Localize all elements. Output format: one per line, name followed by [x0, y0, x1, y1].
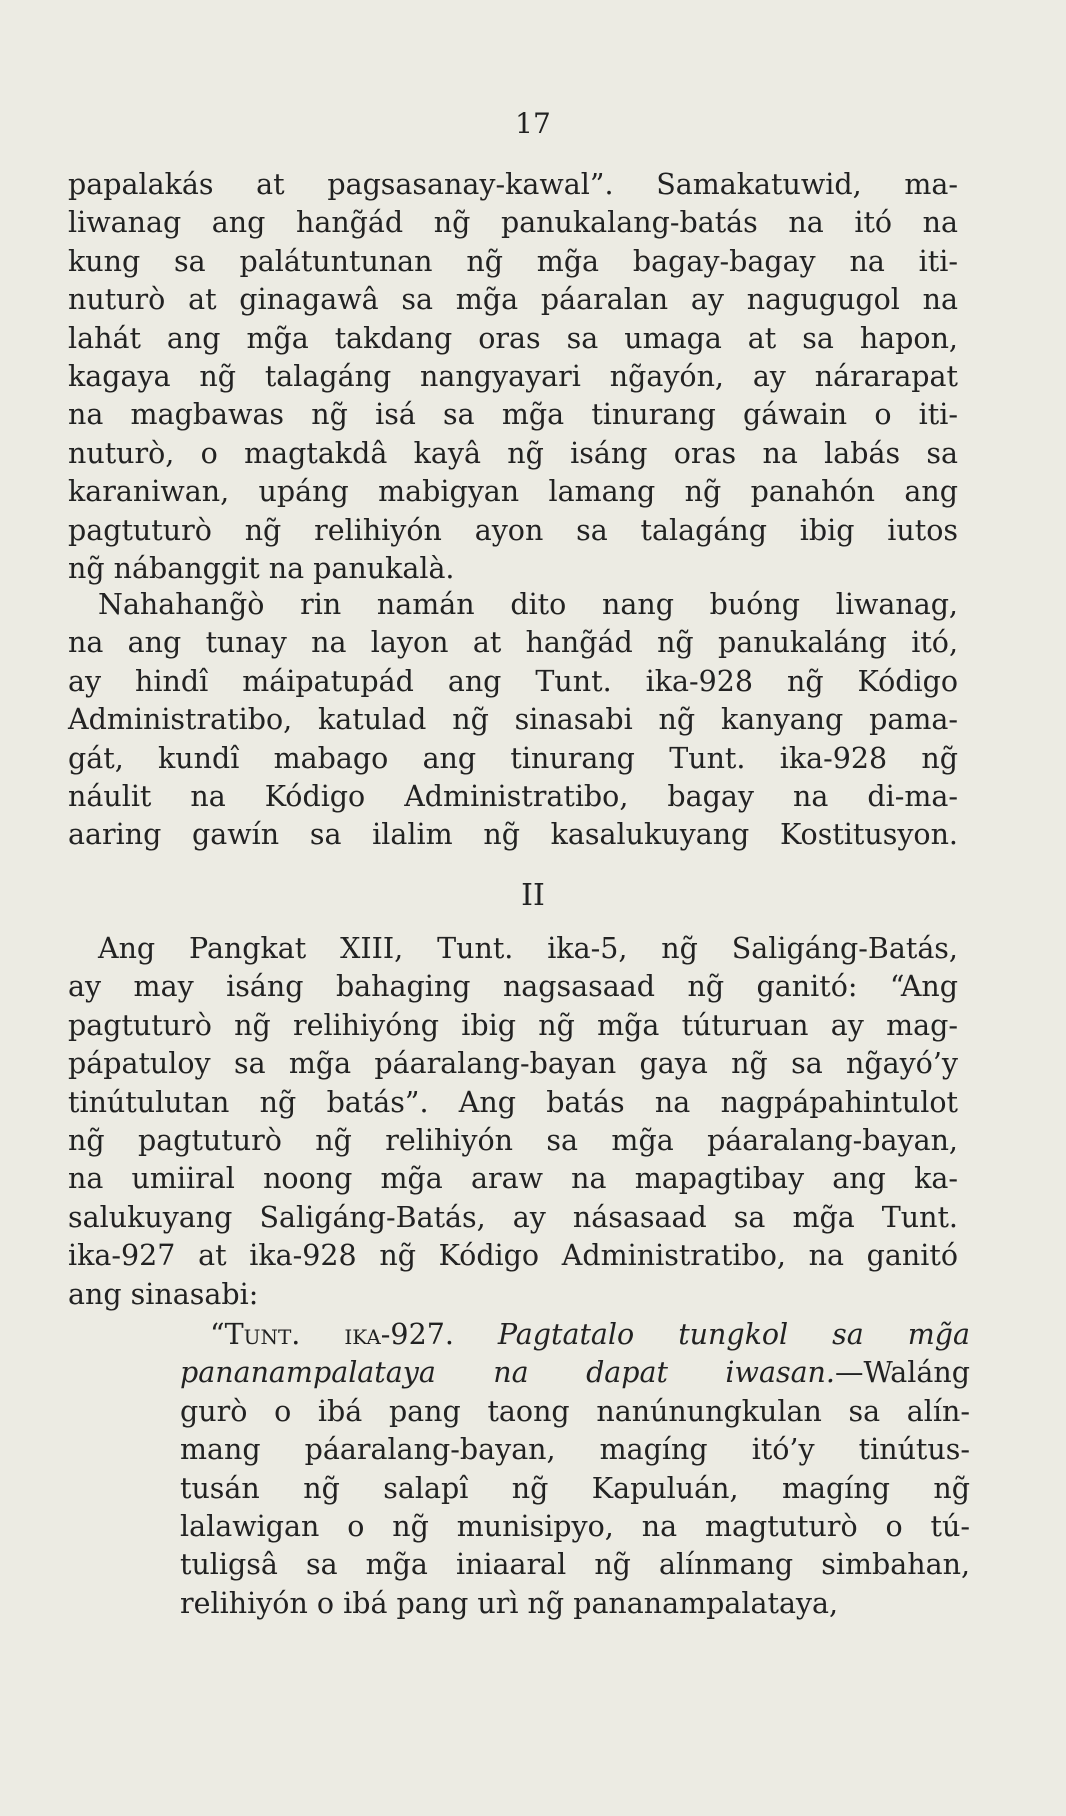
text-line: pápatuloy sa mg̃a páaralang-bayan gaya ng̃ sa ng̃ayó’y — [68, 1047, 958, 1081]
text-line: náulit na Kódigo Administratibo, bagay na di-ma- — [68, 780, 958, 814]
quote-line-tail: —Waláng — [834, 1356, 970, 1390]
text-line: Nahahang̃ò rin namán dito nang buóng liwanag, — [98, 588, 958, 621]
quote-line: tuligsâ sa mg̃a iniaaral ng̃ alínmang simbahan, — [180, 1548, 970, 1582]
text-line: tinútulutan ng̃ batás”. Ang batás na nagpápahintulot — [68, 1085, 958, 1119]
text-line: Ang Pangkat XIII, Tunt. ika-5, ng̃ Saligáng-Batás, — [98, 932, 958, 965]
quote-title-line — [180, 1354, 970, 1392]
text-line: ay may isáng bahaging nagsasaad ng̃ ganitó: “Ang — [68, 970, 958, 1004]
quote-line: mang páaralang-bayan, magíng itó’y tinútus- — [180, 1433, 970, 1467]
text-line: kung sa palátuntunan ng̃ mg̃a bagay-bagay na iti- — [68, 244, 958, 278]
text-line: liwanag ang hang̃ád ng̃ panukalang-batás na itó na — [68, 206, 958, 240]
text-line: nuturò at ginagawâ sa mg̃a páaralan ay nagugugol na — [68, 283, 958, 317]
text-line: papalakás at pagsasanay-kawal”. Samakatuwid, ma- — [68, 168, 958, 201]
text-line: na magbawas ng̃ isá sa mg̃a tinurang gáwain o iti- — [68, 398, 958, 432]
text-line: pagtuturò ng̃ relihiyóng ibig ng̃ mg̃a túturuan ay mag- — [68, 1008, 958, 1042]
quote-line: lalawigan o ng̃ munisipyo, na magtuturò o tú- — [180, 1510, 970, 1544]
paragraph-1 — [68, 166, 958, 588]
quote-line: tusán ng̃ salapî ng̃ Kapuluán, magíng ng̃ — [180, 1471, 970, 1505]
text-line: aaring gawín sa ilalim ng̃ kasalukuyang Kostitusyon. — [68, 818, 958, 852]
text-line: ika-927 at ika-928 ng̃ Kódigo Administratibo, na ganitó — [68, 1239, 958, 1273]
text-line: kagaya ng̃ talagáng nangyayari ng̃ayón, ay nárarapat — [68, 360, 958, 394]
paragraph-2 — [68, 586, 958, 855]
text-line: ay hindî máipatupád ang Tunt. ika-928 ng̃ Kódigo — [68, 664, 958, 698]
text-line: lahát ang mg̃a takdang oras sa umaga at sa hapon, — [68, 321, 958, 355]
paragraph-3 — [68, 930, 958, 1314]
text-line: ang sinasabi: — [68, 1277, 259, 1311]
text-line: Administratibo, katulad ng̃ sinasabi ng̃ kanyang pama- — [68, 703, 958, 737]
text-line: na ang tunay na layon at hang̃ád ng̃ panukaláng itó, — [68, 626, 958, 660]
block-quote — [180, 1316, 970, 1623]
quote-title-part-1: Pagtatalo tungkol sa mg̃a — [497, 1318, 970, 1351]
section-heading: II — [521, 878, 545, 913]
page-number: 17 — [515, 107, 551, 140]
text-line: ng̃ nábanggit na panukalà. — [68, 552, 455, 586]
text-line: na umiiral noong mg̃a araw na mapagtibay ang ka- — [68, 1162, 958, 1196]
text-line: karaniwan, upáng mabigyan lamang ng̃ panahón ang — [68, 475, 958, 509]
text-line: nuturò, o magtakdâ kayâ ng̃ isáng oras na labás sa — [68, 436, 958, 470]
quote-section-label: Tunt. ika-927. — [224, 1318, 454, 1351]
quote-open-mark: “ — [210, 1318, 225, 1351]
text-line: pagtuturò ng̃ relihiyón ayon sa talagáng ibig iutos — [68, 513, 958, 547]
quote-heading-line — [180, 1316, 970, 1354]
quote-title-part-2: pananampalataya na dapat iwasan. — [180, 1356, 835, 1390]
text-line: salukuyang Saligáng-Batás, ay násasaad sa mg̃a Tunt. — [68, 1200, 958, 1234]
text-line: ng̃ pagtuturò ng̃ relihiyón sa mg̃a páaralang-bayan, — [68, 1124, 958, 1158]
text-line: gát, kundî mabago ang tinurang Tunt. ika-928 ng̃ — [68, 741, 958, 775]
quote-line: gurò o ibá pang taong nanúnungkulan sa alín- — [180, 1394, 970, 1428]
quote-line: relihiyón o ibá pang urì ng̃ pananampalataya, — [180, 1586, 839, 1620]
